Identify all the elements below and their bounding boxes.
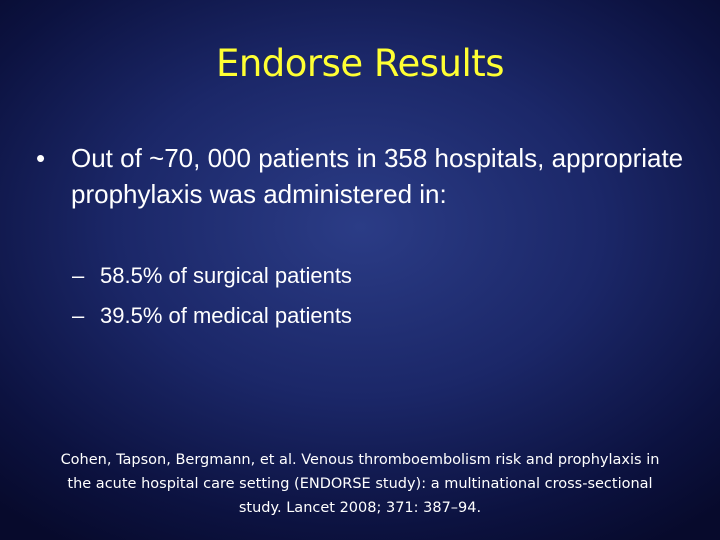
main-bullet — [36, 140, 696, 212]
subitem-text: 58.5% of surgical patients — [100, 263, 352, 288]
citation: Cohen, Tapson, Bergmann, et al. Venous thromboembolism risk and prophylaxis in the acute hospital care setting (ENDORSE study): a multinational cross-sectional study. Lancet 2008; 371: 387–94. — [60, 452, 660, 516]
slide-title: Endorse Results — [215, 42, 505, 85]
subitem-surgical — [72, 261, 352, 291]
bullet-marker: • — [36, 143, 46, 173]
subitem-text: 39.5% of medical patients — [100, 303, 352, 328]
subitem-marker: – — [72, 303, 85, 328]
bullet-text: Out of ~70, 000 patients in 358 hospitals, appropriate prophylaxis was administered in: — [71, 143, 684, 209]
subitem-marker: – — [72, 263, 85, 288]
subitem-medical — [72, 301, 352, 331]
